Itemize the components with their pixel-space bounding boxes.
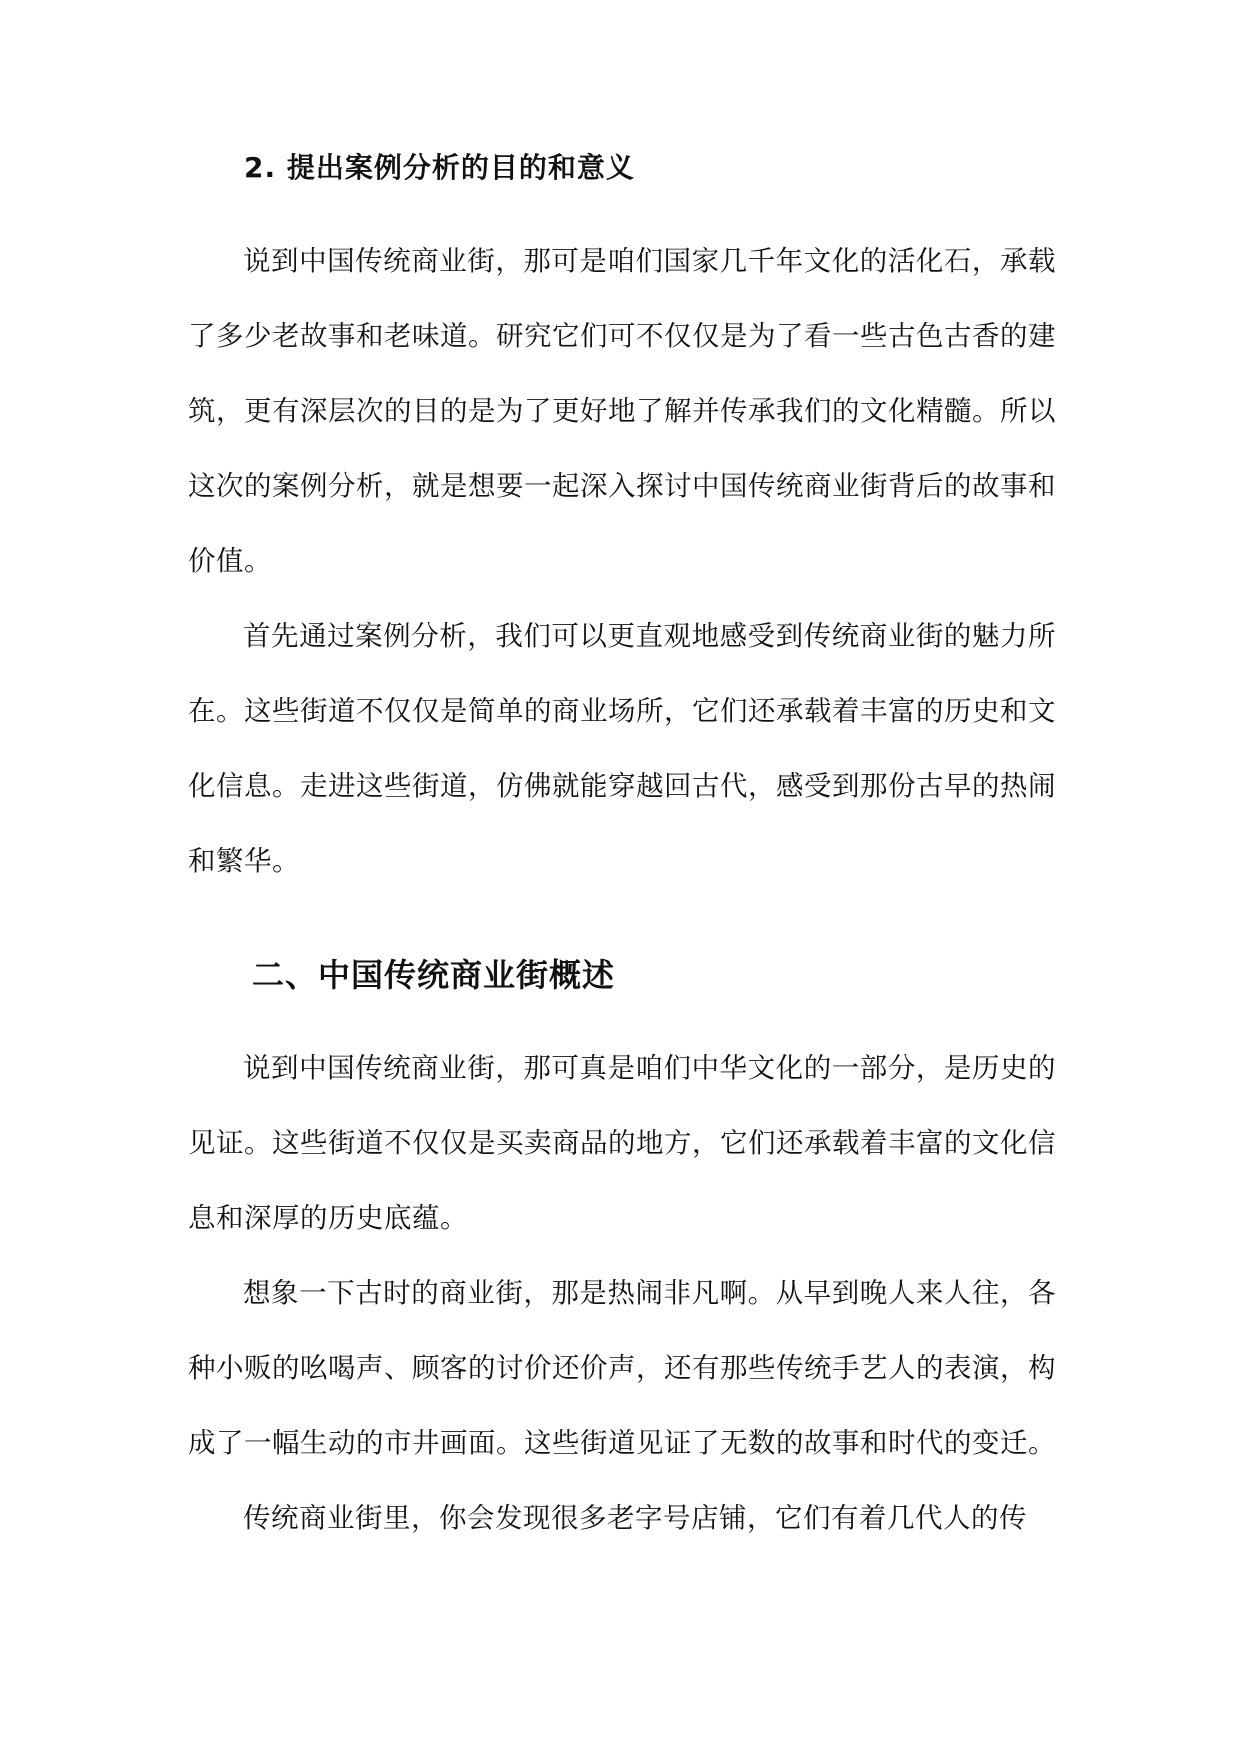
paragraph: 说到中国传统商业街，那可是咱们国家几千年文化的活化石，承载了多少老故事和老味道。研究它们可不仅仅是为了看一些古色古香的建筑，更有深层次的目的是为了更好地了解并传承我们的文化精髓。所以这次的案例分析，就是想要一起深入探讨中国传统商业街背后的故事和价值。 xyxy=(188,245,1056,577)
page-content xyxy=(188,148,1056,1556)
chapter-heading: 二、中国传统商业街概述 xyxy=(252,956,616,994)
paragraph: 想象一下古时的商业街，那是热闹非凡啊。从早到晚人来人往，各种小贩的吆喝声、顾客的讨价还价声，还有那些传统手艺人的表演，构成了一幅生动的市井画面。这些街道见证了无数的故事和时代的变迁。 xyxy=(188,1277,1056,1459)
section-subheading: 2. 提出案例分析的目的和意义 xyxy=(244,151,635,184)
paragraph: 传统商业街里，你会发现很多老字号店铺，它们有着几代人的传 xyxy=(243,1502,1027,1534)
paragraph: 说到中国传统商业街，那可真是咱们中华文化的一部分，是历史的见证。这些街道不仅仅是买卖商品的地方，它们还承载着丰富的文化信息和深厚的历史底蕴。 xyxy=(188,1052,1056,1234)
paragraph: 首先通过案例分析，我们可以更直观地感受到传统商业街的魅力所在。这些街道不仅仅是简单的商业场所，它们还承载着丰富的历史和文化信息。走进这些街道，仿佛就能穿越回古代，感受到那份古早的热闹和繁华。 xyxy=(188,620,1056,877)
